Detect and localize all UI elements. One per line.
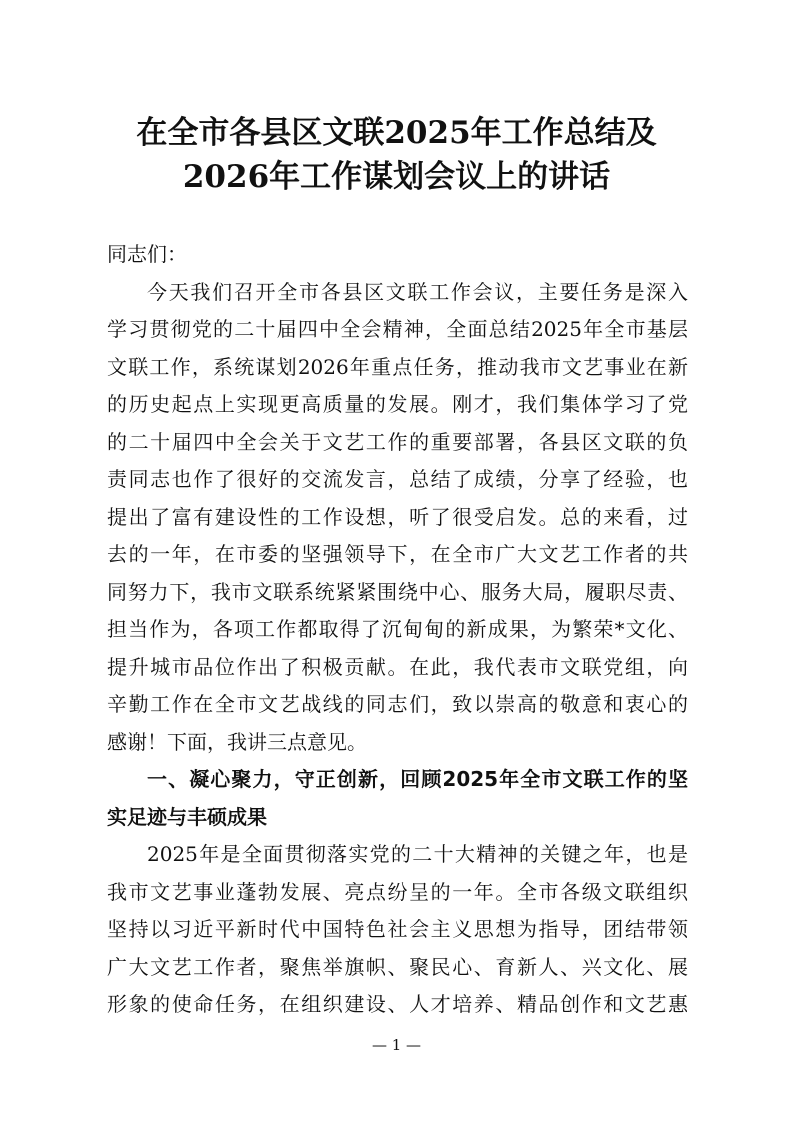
text-line: 去的一年，在市委的坚强领导下，在全市广大文艺工作者的共 — [107, 542, 688, 566]
title-line-2: 2026年工作谋划会议上的讲话 — [182, 159, 611, 195]
title-line-1: 在全市各县区文联2025年工作总结及 — [136, 115, 657, 151]
text-line: 实足迹与丰硕成果 — [107, 804, 267, 829]
text-line: 责同志也作了很好的交流发言，总结了成绩，分享了经验，也 — [107, 467, 688, 491]
text-line: 的历史起点上实现更高质量的发展。刚才，我们集体学习了党 — [107, 392, 688, 416]
text-line: 广大文艺工作者，聚焦举旗帜、聚民心、育新人、兴文化、展 — [107, 954, 688, 979]
section-heading — [107, 761, 688, 836]
text-line: 学习贯彻党的二十届四中全会精神，全面总结2025年全市基层 — [107, 317, 688, 341]
document-title — [0, 111, 793, 199]
text-line: 我市文艺事业蓬勃发展、亮点纷呈的一年。全市各级文联组织 — [107, 879, 688, 904]
paragraphs — [107, 274, 688, 1024]
text-line: 一、凝心聚力，守正创新，回顾2025年全市文联工作的坚 — [147, 767, 688, 791]
text-line: 坚持以习近平新时代中国特色社会主义思想为指导，团结带领 — [107, 917, 688, 941]
text-line: 提升城市品位作出了积极贡献。在此，我代表市文联党组，向 — [107, 654, 688, 679]
text-line: 提出了富有建设性的工作设想，听了很受启发。总的来看，过 — [107, 504, 688, 529]
text-line: 感谢！下面，我讲三点意见。 — [107, 729, 367, 754]
text-line: 文联工作，系统谋划2026年重点任务，推动我市文艺事业在新 — [107, 354, 688, 379]
document-body — [107, 236, 688, 1024]
text-line: 的二十届四中全会关于文艺工作的重要部署，各县区文联的负 — [107, 429, 688, 454]
text-line: 今天我们召开全市各县区文联工作会议，主要任务是深入 — [147, 279, 688, 304]
text-line: 形象的使命任务，在组织建设、人才培养、精品创作和文艺惠 — [107, 992, 688, 1016]
text-line: 辛勤工作在全市文艺战线的同志们，致以崇高的敬意和衷心的 — [107, 692, 688, 716]
salutation: 同志们： — [107, 242, 187, 266]
text-line: 担当作为，各项工作都取得了沉甸甸的新成果，为繁荣*文化、 — [107, 617, 688, 641]
text-line: 同努力下，我市文联系统紧紧围绕中心、服务大局，履职尽责、 — [107, 579, 688, 604]
text-line: 2025年是全面贯彻落实党的二十大精神的关键之年，也是 — [147, 842, 688, 866]
paragraph — [107, 274, 688, 762]
paragraph — [107, 836, 688, 1024]
page-number: — 1 — — [371, 1036, 422, 1054]
